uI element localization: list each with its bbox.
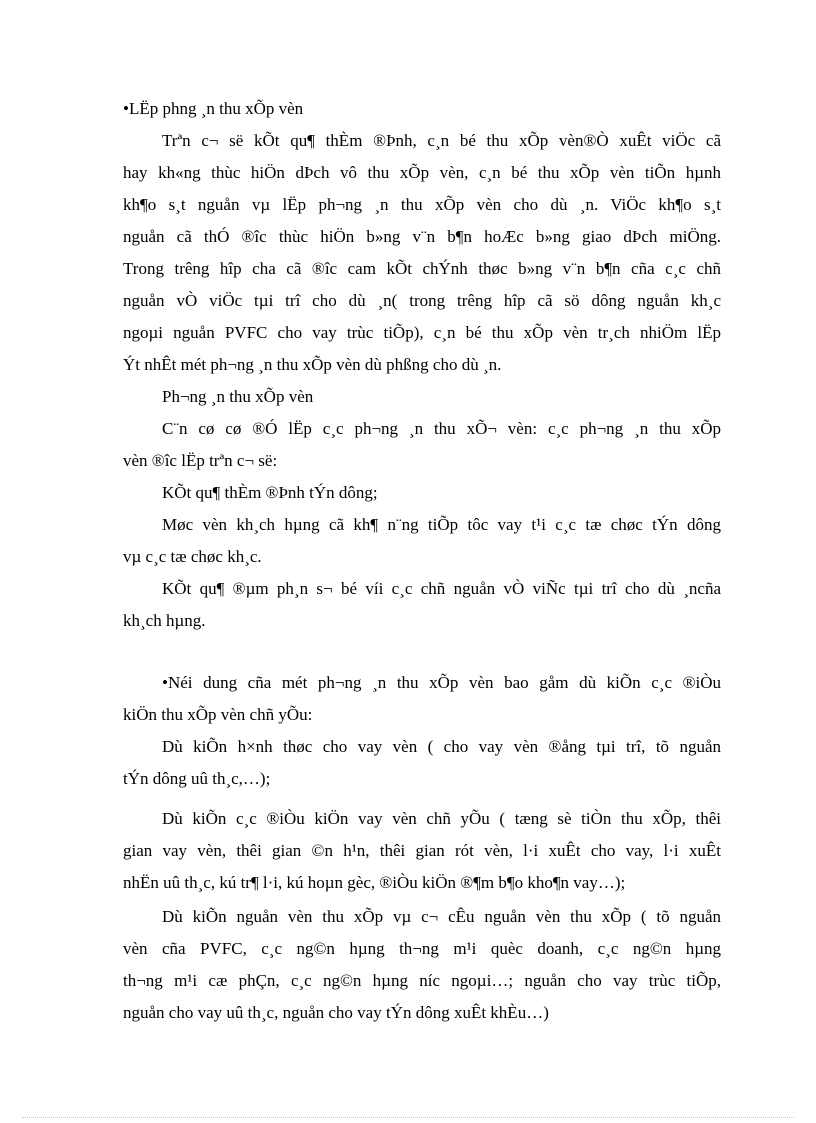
page-bottom-divider	[22, 1117, 794, 1118]
paragraph-line: Trªn c¬ së kÕt qu¶ thÈm ®Þnh, c¸n bé thu xÕp vèn®Ò xuÊt viÖc cã	[162, 131, 721, 150]
list-item-continuation: kh¸ch hµng.	[123, 611, 206, 630]
list-item: Dù kiÕn h×nh thøc cho vay vèn ( cho vay vèn ®ång tµi trî, tõ nguån	[162, 737, 721, 756]
paragraph-line: ngoµi nguån PVFC cho vay trùc tiÕp), c¸n bé thu xÕp vèn tr¸ch nhiÖm lËp	[123, 323, 721, 342]
section-heading-plan: •LËp phng ¸n thu xÕp vèn	[123, 99, 304, 118]
paragraph-line: kiÖn thu xÕp vèn chñ yÕu:	[123, 705, 313, 724]
paragraph-line: Trong trêng hîp cha cã ®îc cam kÕt chÝnh thøc b»ng v¨n b¶n cña c¸c chñ	[123, 259, 721, 278]
paragraph-line: nguån vÒ viÖc tµi trî cho dù ¸n( trong trêng hîp cã sö dông nguån kh¸c	[123, 291, 721, 310]
list-item: KÕt qu¶ thÈm ®Þnh tÝn dông;	[162, 483, 378, 502]
list-item-continuation: vèn cña PVFC, c¸c ng©n hµng th¬ng m¹i quèc doanh, c¸c ng©n hµng	[123, 939, 721, 958]
section-heading-content: •Néi dung cña mét ph¬ng ¸n thu xÕp vèn bao gåm dù kiÕn c¸c ®iÒu	[162, 673, 721, 692]
list-item: Møc vèn kh¸ch hµng cã kh¶ n¨ng tiÕp tôc vay t¹i c¸c tæ chøc tÝn dông	[162, 515, 721, 534]
list-item-continuation: vµ c¸c tæ chøc kh¸c.	[123, 547, 262, 566]
list-item-continuation: gian vay vèn, thêi gian ©n h¹n, thêi gian rót vèn, l·i xuÊt cho vay, l·i xuÊt	[123, 841, 721, 860]
paragraph-line: nguån cã thÓ ®îc thùc hiÖn b»ng v¨n b¶n hoÆc b»ng giao dÞch miÖng.	[123, 227, 721, 246]
list-item: Dù kiÕn nguån vèn thu xÕp vµ c¬ cÊu nguån vèn thu xÕp ( tõ nguån	[162, 907, 721, 926]
paragraph-line: Ýt nhÊt mét ph¬ng ¸n thu xÕp vèn dù phßng cho dù ¸n.	[123, 355, 502, 374]
list-item: KÕt qu¶ ®µm ph¸n s¬ bé víi c¸c chñ nguån vÒ viÑc tµi trî cho dù ¸ncña	[162, 579, 721, 598]
paragraph-line: kh¶o s¸t nguån vµ lËp ph¬ng ¸n thu xÕp vèn cho dù ¸n. ViÖc kh¶o s¸t	[123, 195, 721, 214]
paragraph-line: vèn ®îc lËp trªn c¬ së:	[123, 451, 278, 470]
paragraph-line: hay kh«ng thùc hiÖn dÞch vô thu xÕp vèn, c¸n bé thu xÕp vèn tiÕn hµnh	[123, 163, 721, 182]
subheading-plan: Ph¬ng ¸n thu xÕp vèn	[162, 387, 314, 406]
list-item-continuation: nguån cho vay uû th¸c, nguån cho vay tÝn dông xuÊt khÈu…)	[123, 1003, 549, 1022]
paragraph-line: C¨n cø cø ®Ó lËp c¸c ph¬ng ¸n thu xÕ¬ vèn: c¸c ph¬ng ¸n thu xÕp	[162, 419, 721, 438]
list-item-continuation: tÝn dông uû th¸c,…);	[123, 769, 271, 788]
list-item-continuation: nhËn uû th¸c, kú tr¶ l·i, kú hoµn gèc, ®iÒu kiÖn ®¶m b¶o kho¶n vay…);	[123, 873, 626, 892]
list-item: Dù kiÕn c¸c ®iÒu kiÖn vay vèn chñ yÕu ( tæng sè tiÒn thu xÕp, thêi	[162, 809, 721, 828]
list-item-continuation: th¬ng m¹i cæ phÇn, c¸c ng©n hµng níc ngoµi…; nguån cho vay trùc tiÕp,	[123, 971, 721, 990]
